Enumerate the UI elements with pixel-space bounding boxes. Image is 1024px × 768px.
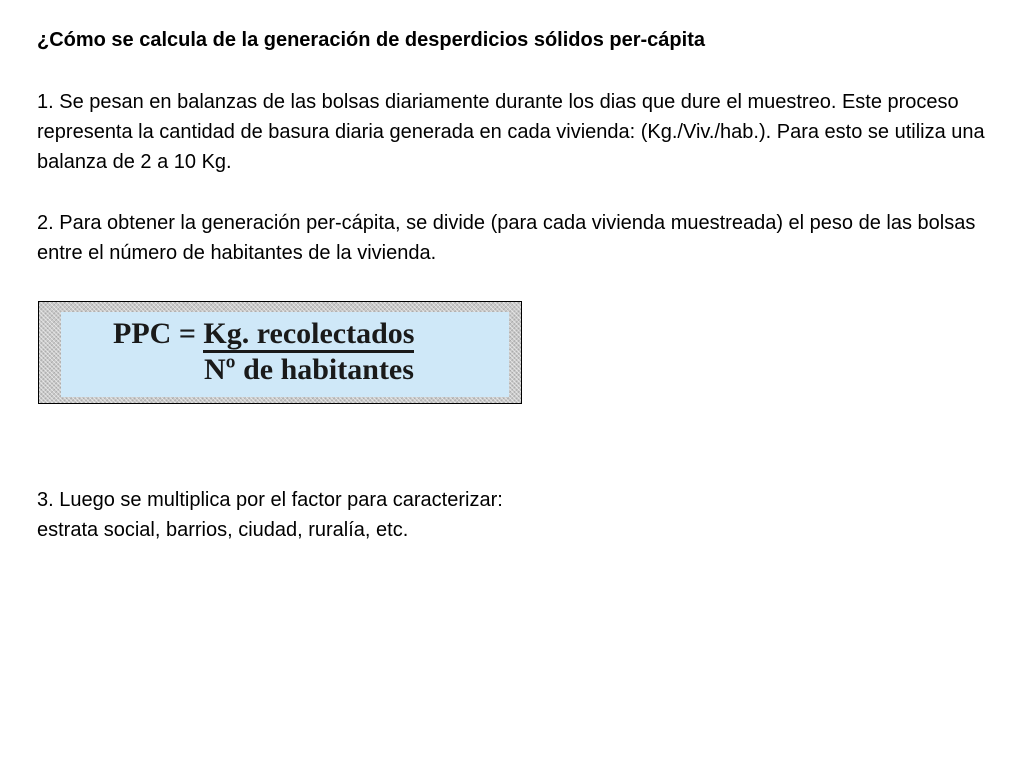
formula-lhs: PPC = [113, 317, 204, 350]
ppc-formula [113, 316, 414, 388]
formula-image [38, 301, 522, 404]
page-title: ¿Cómo se calcula de la generación de desperdicios sólidos per-cápita [37, 29, 705, 51]
formula-denominator: Nº de habitantes [204, 353, 414, 386]
step-3-text: 3. Luego se multiplica por el factor para caracterizar: estrata social, barrios, ciudad, ruralía, etc. [37, 489, 503, 541]
formula-numerator-line [113, 316, 414, 352]
formula-numerator: Kg. recolectados [203, 317, 414, 353]
step-1-text: 1. Se pesan en balanzas de las bolsas diariamente durante los dias que dure el muestreo. Este proceso representa la cantidad de basura diaria generada en cada vivienda: (Kg./Viv./hab.). Para esto se utiliza una balanza de 2 a 10 Kg. [37, 91, 985, 173]
step-2-text: 2. Para obtener la generación per-cápita, se divide (para cada vivienda muestreada) el peso de las bolsas entre el número de habitantes de la vivienda. [37, 212, 976, 264]
formula-background [61, 312, 509, 397]
